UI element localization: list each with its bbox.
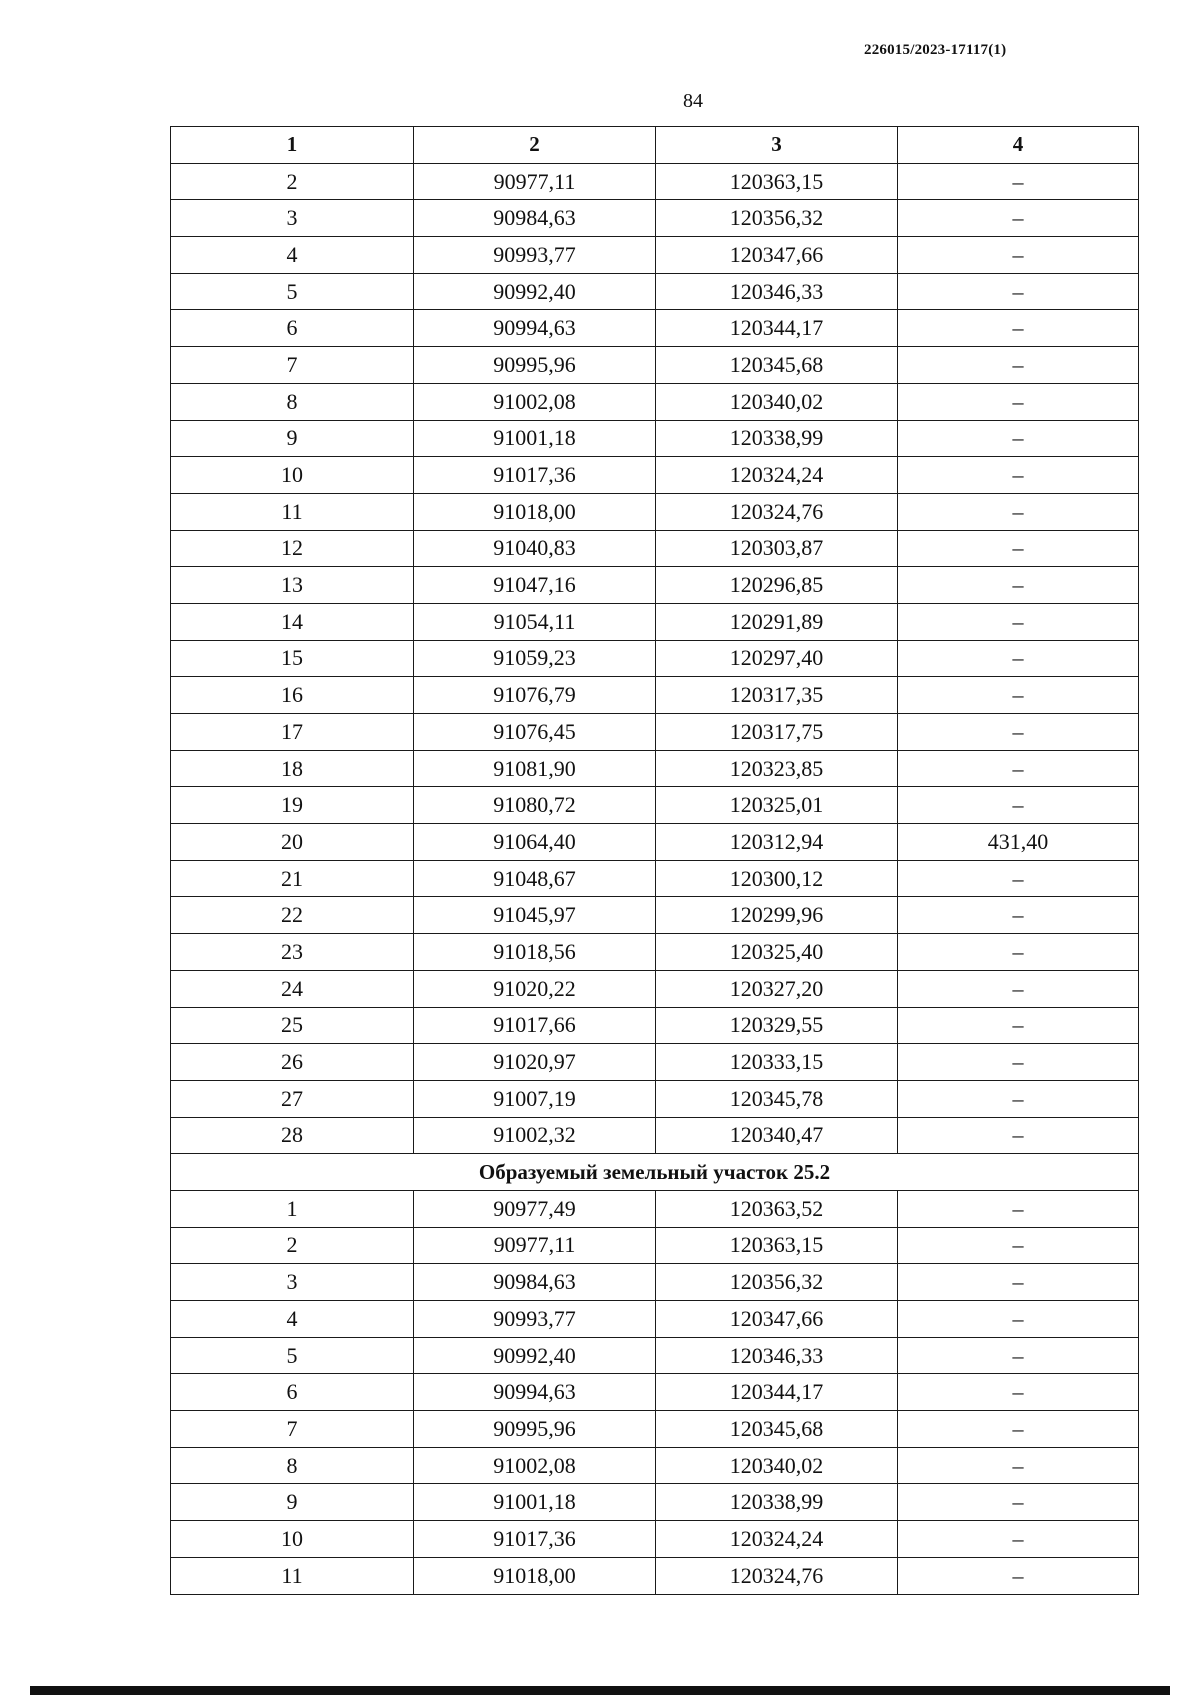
table-cell: 18 [171,750,414,787]
table-cell: 120347,66 [656,1301,898,1338]
table-cell: – [898,1447,1139,1484]
table-cell: 120363,52 [656,1190,898,1227]
table-cell: 24 [171,970,414,1007]
table-cell: – [898,1337,1139,1374]
table-cell: 23 [171,934,414,971]
table-cell: 90992,40 [414,1337,656,1374]
document-number: 226015/2023-17117(1) [864,42,1007,58]
table-cell: – [898,383,1139,420]
table-row [171,347,1139,384]
table-cell: 91020,22 [414,970,656,1007]
table-row [171,1227,1139,1264]
table-row [171,824,1139,861]
table-cell: 27 [171,1080,414,1117]
table-cell: 90977,11 [414,1227,656,1264]
table-cell: 90984,63 [414,200,656,237]
table-row [171,1521,1139,1558]
table-cell: – [898,970,1139,1007]
table-cell: 91064,40 [414,824,656,861]
table-row [171,1044,1139,1081]
table-cell: – [898,1044,1139,1081]
table-cell: 5 [171,1337,414,1374]
column-header: 1 [171,127,414,164]
table-cell: 120340,47 [656,1117,898,1154]
table-cell: 7 [171,1411,414,1448]
table-cell: 120300,12 [656,860,898,897]
table-row [171,934,1139,971]
table-cell: – [898,1521,1139,1558]
table-cell: – [898,420,1139,457]
table-cell: 12 [171,530,414,567]
table-cell: 6 [171,310,414,347]
table-cell: 91040,83 [414,530,656,567]
table-row [171,237,1139,274]
table-cell: 120363,15 [656,163,898,200]
table-cell: 8 [171,1447,414,1484]
table-cell: 90993,77 [414,1301,656,1338]
coordinates-table [170,126,1139,1595]
table-cell: 25 [171,1007,414,1044]
table-cell: 120324,76 [656,493,898,530]
table-cell: 120356,32 [656,200,898,237]
table-row [171,163,1139,200]
table-cell: 90995,96 [414,1411,656,1448]
table-cell: 120297,40 [656,640,898,677]
table-cell: 91002,32 [414,1117,656,1154]
table-row [171,1007,1139,1044]
table-cell: 90995,96 [414,347,656,384]
table-cell: 10 [171,457,414,494]
table-cell: – [898,310,1139,347]
table-cell: 9 [171,1484,414,1521]
table-cell: 91018,56 [414,934,656,971]
table-cell: – [898,897,1139,934]
table-cell: 91045,97 [414,897,656,934]
table-cell: 120333,15 [656,1044,898,1081]
table-cell: 91081,90 [414,750,656,787]
table-cell: 120325,40 [656,934,898,971]
table-cell: 13 [171,567,414,604]
table-cell: 120338,99 [656,1484,898,1521]
table-body-section-b [171,1190,1139,1594]
table-cell: 120338,99 [656,420,898,457]
table-cell: 120303,87 [656,530,898,567]
table-cell: 120296,85 [656,567,898,604]
table-cell: 17 [171,714,414,751]
table-cell: 120329,55 [656,1007,898,1044]
table-header-row [171,127,1139,164]
table-cell: 120345,78 [656,1080,898,1117]
table-cell: 120323,85 [656,750,898,787]
table-row [171,1080,1139,1117]
table-row [171,1411,1139,1448]
table-cell: 91076,79 [414,677,656,714]
table-cell: 5 [171,273,414,310]
table-cell: 91048,67 [414,860,656,897]
table-row [171,897,1139,934]
table-row [171,567,1139,604]
table-cell: 120317,75 [656,714,898,751]
table-cell: 120327,20 [656,970,898,1007]
table-cell: 91017,36 [414,457,656,494]
table-cell: 120345,68 [656,1411,898,1448]
table-cell: – [898,457,1139,494]
table-cell: – [898,714,1139,751]
table-cell: 120347,66 [656,237,898,274]
table-cell: 120299,96 [656,897,898,934]
table-cell: 120324,76 [656,1557,898,1594]
table-cell: 91020,97 [414,1044,656,1081]
table-cell: 91076,45 [414,714,656,751]
table-row [171,603,1139,640]
table-cell: – [898,934,1139,971]
column-header: 4 [898,127,1139,164]
table-cell: 7 [171,347,414,384]
table-cell: 431,40 [898,824,1139,861]
table-cell: 91018,00 [414,1557,656,1594]
table-cell: – [898,1557,1139,1594]
table-row [171,1447,1139,1484]
table-cell: 91080,72 [414,787,656,824]
table-cell: 91001,18 [414,420,656,457]
table-cell: 3 [171,200,414,237]
table-cell: 91002,08 [414,1447,656,1484]
table-cell: 91001,18 [414,1484,656,1521]
table-cell: – [898,347,1139,384]
table-row [171,200,1139,237]
table-row [171,714,1139,751]
table-cell: 4 [171,237,414,274]
table-cell: 120317,35 [656,677,898,714]
table-cell: 90994,63 [414,1374,656,1411]
table-cell: 1 [171,1190,414,1227]
table-cell: 90994,63 [414,310,656,347]
table-row [171,457,1139,494]
table-cell: 19 [171,787,414,824]
table-cell: 8 [171,383,414,420]
table-cell: 3 [171,1264,414,1301]
table-cell: – [898,1484,1139,1521]
table-cell: 120325,01 [656,787,898,824]
table-cell: – [898,163,1139,200]
table-cell: – [898,1374,1139,1411]
table-cell: 120324,24 [656,1521,898,1558]
table-cell: 90977,49 [414,1190,656,1227]
table-row [171,1374,1139,1411]
table-cell: – [898,273,1139,310]
table-row [171,640,1139,677]
table-row [171,1337,1139,1374]
table-cell: – [898,1190,1139,1227]
table-row [171,1264,1139,1301]
table-cell: 20 [171,824,414,861]
table-cell: 11 [171,1557,414,1594]
table-cell: 90992,40 [414,273,656,310]
section-title: Образуемый земельный участок 25.2 [171,1154,1139,1191]
table-cell: 26 [171,1044,414,1081]
table-cell: 9 [171,420,414,457]
table-cell: 91054,11 [414,603,656,640]
table-cell: – [898,493,1139,530]
table-cell: 120346,33 [656,273,898,310]
table-row [171,677,1139,714]
table-cell: 120344,17 [656,1374,898,1411]
table-cell: – [898,787,1139,824]
column-header: 3 [656,127,898,164]
table-cell: 90984,63 [414,1264,656,1301]
table-cell: 120291,89 [656,603,898,640]
table-cell: 91047,16 [414,567,656,604]
table-cell: – [898,603,1139,640]
column-header: 2 [414,127,656,164]
table-cell: – [898,750,1139,787]
table-cell: – [898,1301,1139,1338]
table-cell: 2 [171,163,414,200]
section-title-row [171,1154,1139,1191]
table-row [171,1190,1139,1227]
table-cell: 28 [171,1117,414,1154]
table-row [171,1301,1139,1338]
table-cell: 16 [171,677,414,714]
table-row [171,310,1139,347]
table-row [171,383,1139,420]
table-row [171,970,1139,1007]
table-cell: 21 [171,860,414,897]
table-row [171,273,1139,310]
table-cell: 4 [171,1301,414,1338]
table-row [171,787,1139,824]
table-cell: 120356,32 [656,1264,898,1301]
table-row [171,530,1139,567]
table-cell: 2 [171,1227,414,1264]
table-cell: 10 [171,1521,414,1558]
table-cell: 90977,11 [414,163,656,200]
table-row [171,1557,1139,1594]
page-number: 84 [683,90,703,112]
table-cell: 90993,77 [414,237,656,274]
table-cell: 6 [171,1374,414,1411]
table-cell: 14 [171,603,414,640]
table-cell: – [898,200,1139,237]
table-row [171,1484,1139,1521]
table-cell: – [898,1117,1139,1154]
table-cell: 120345,68 [656,347,898,384]
table-cell: 15 [171,640,414,677]
table-cell: 120340,02 [656,383,898,420]
table-cell: – [898,1411,1139,1448]
table-row [171,493,1139,530]
table-cell: 120324,24 [656,457,898,494]
table-cell: 22 [171,897,414,934]
table-cell: 120363,15 [656,1227,898,1264]
table-cell: – [898,1080,1139,1117]
table-cell: – [898,237,1139,274]
table-cell: – [898,640,1139,677]
table-section-heading [171,1154,1139,1191]
table-cell: 120312,94 [656,824,898,861]
table-row [171,1117,1139,1154]
table-cell: 120340,02 [656,1447,898,1484]
table-cell: 120346,33 [656,1337,898,1374]
table-cell: 120344,17 [656,310,898,347]
table-row [171,750,1139,787]
table-cell: – [898,677,1139,714]
table-cell: – [898,860,1139,897]
table-body-section-a [171,163,1139,1154]
table-cell: 91017,36 [414,1521,656,1558]
table-row [171,420,1139,457]
page-bottom-rule [30,1686,1170,1695]
table-cell: – [898,530,1139,567]
table-cell: 91007,19 [414,1080,656,1117]
table-cell: 91059,23 [414,640,656,677]
table-cell: 91002,08 [414,383,656,420]
table-cell: 11 [171,493,414,530]
table-cell: 91018,00 [414,493,656,530]
table-cell: – [898,1264,1139,1301]
table-cell: – [898,567,1139,604]
table-cell: 91017,66 [414,1007,656,1044]
table-row [171,860,1139,897]
table-cell: – [898,1227,1139,1264]
table-cell: – [898,1007,1139,1044]
